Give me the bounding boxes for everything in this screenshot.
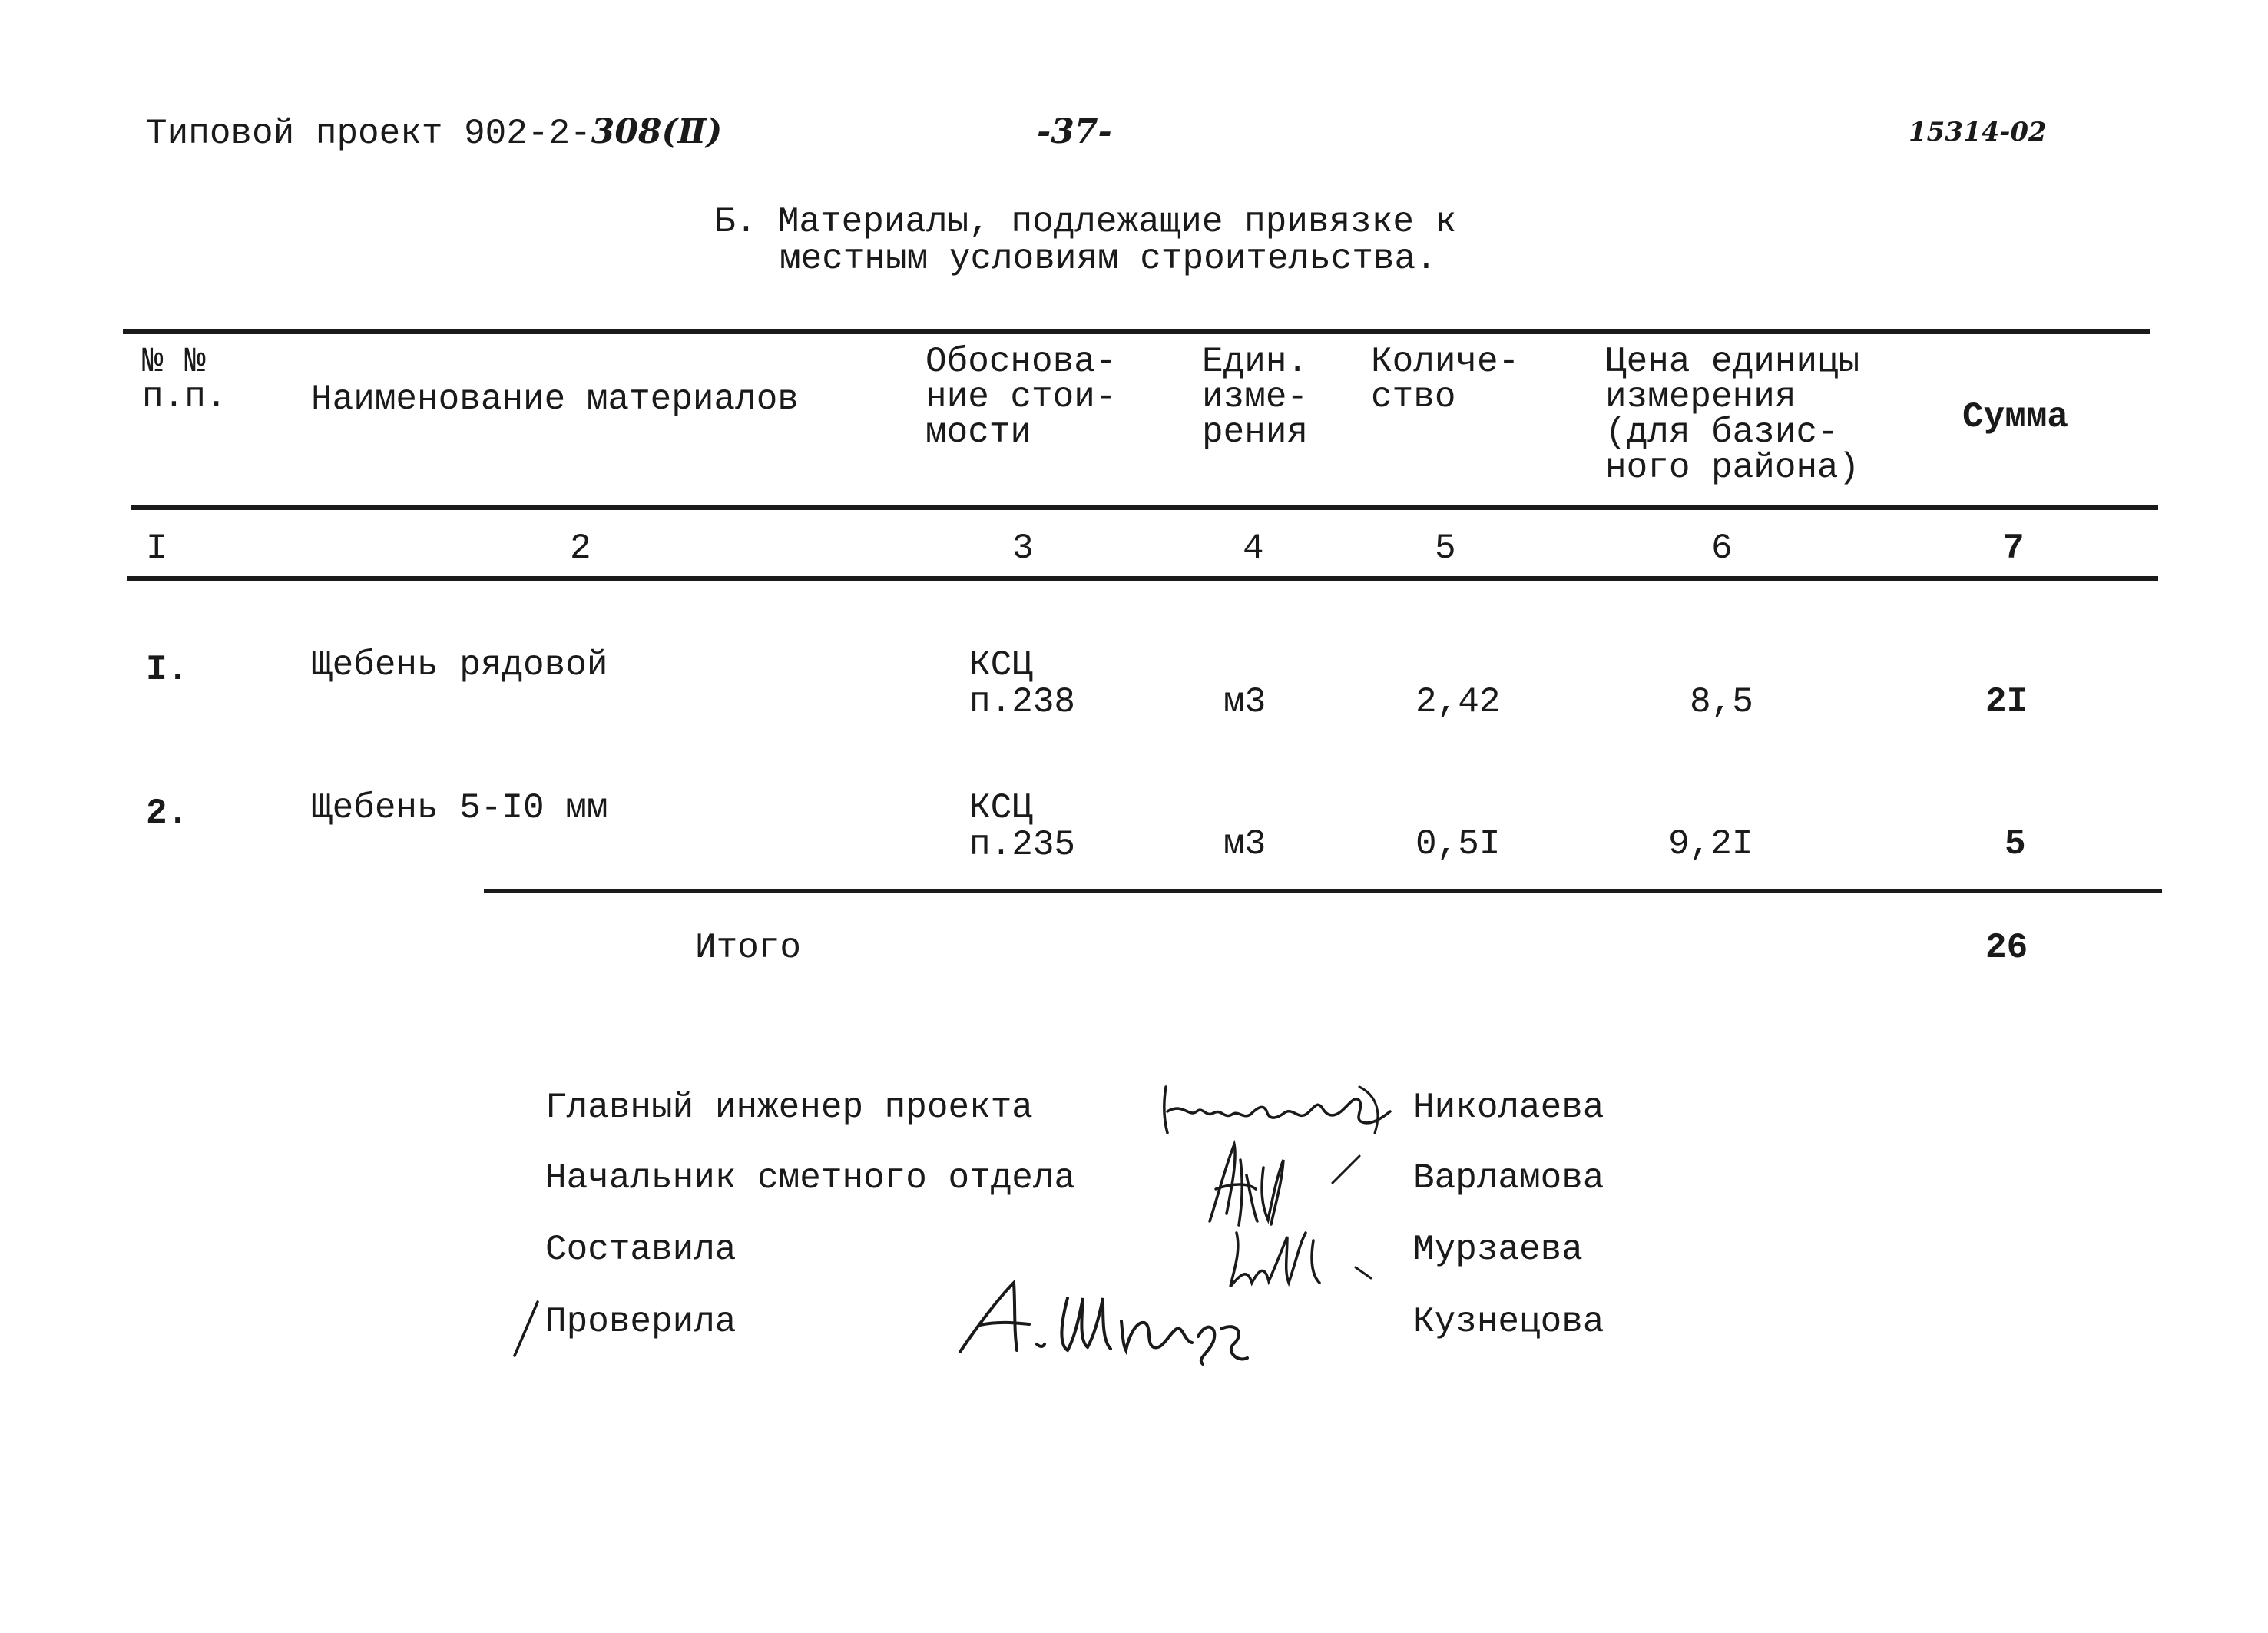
page-number: -37- [1037, 112, 1112, 151]
col-number-1: I [146, 528, 167, 568]
col-header-unit: Един. изме- рения [1202, 342, 1309, 452]
signature-name-compiled: Мурзаева [1413, 1230, 1583, 1270]
signature-checked [952, 1267, 1275, 1367]
project-number-handwritten: 308(Ⅱ) [591, 112, 723, 151]
row-2-unit: м3 [1223, 824, 1266, 864]
total-sum: 26 [1985, 928, 2028, 968]
total-rule [484, 889, 2162, 893]
row-2-number: 2. [146, 793, 189, 833]
col-header-price: Цена единицы измерения (для базис- ного района) [1605, 342, 1860, 488]
col-number-7: 7 [2003, 528, 2025, 568]
col-header-name: Наименование материалов [311, 379, 799, 419]
signature-role-chief-engineer: Главный инженер проекта [545, 1088, 1033, 1128]
signature-role-compiled: Составила [545, 1230, 737, 1270]
project-prefix: Типовой проект 902-2- [146, 114, 591, 154]
row-1-sum: 2I [1985, 682, 2028, 722]
col-header-basis: Обоснова- ние стои- мости [925, 342, 1117, 452]
project-label [146, 114, 722, 152]
row-1-quantity: 2,42 [1415, 682, 1501, 722]
col-number-6: 6 [1711, 528, 1733, 568]
row-2-sum: 5 [2005, 824, 2026, 864]
section-title-line-1: Б. Материалы, подлежащие привязке к [714, 202, 1457, 242]
signature-role-estimate-head: Начальник сметного отдела [545, 1158, 1076, 1198]
row-1-price: 8,5 [1690, 682, 1753, 722]
col-number-3: 3 [1012, 528, 1034, 568]
row-1-unit: м3 [1223, 682, 1266, 722]
total-label: Итого [695, 928, 802, 968]
row-2-quantity: 0,5I [1415, 824, 1501, 864]
col-number-4: 4 [1243, 528, 1264, 568]
row-2-basis: КСЦ п.235 [969, 788, 1076, 865]
table-top-rule [123, 329, 2150, 334]
col-header-number: № № п.п. [142, 342, 227, 417]
signature-name-estimate-head: Варламова [1413, 1158, 1604, 1198]
check-mark-slash [507, 1298, 545, 1360]
section-title-line-2: местным условиям строительства. [780, 239, 1437, 279]
col-number-2: 2 [570, 528, 591, 568]
signature-role-checked: Проверила [545, 1302, 737, 1342]
row-1-number: I. [146, 650, 189, 690]
row-2-price: 9,2I [1668, 824, 1753, 864]
column-numbers-bottom-rule [127, 576, 2158, 581]
col-header-sum: Сумма [1962, 397, 2069, 437]
document-code: 15314-02 [1909, 117, 2047, 147]
row-1-name: Щебень рядовой [311, 645, 608, 685]
header-bottom-rule [131, 505, 2158, 510]
signature-name-checked: Кузнецова [1413, 1302, 1604, 1342]
signature-name-chief-engineer: Николаева [1413, 1088, 1604, 1128]
col-header-quantity: Количе- ство [1371, 342, 1520, 417]
row-1-basis: КСЦ п.238 [969, 645, 1076, 722]
col-number-5: 5 [1435, 528, 1456, 568]
row-2-name: Щебень 5-I0 мм [311, 788, 608, 828]
